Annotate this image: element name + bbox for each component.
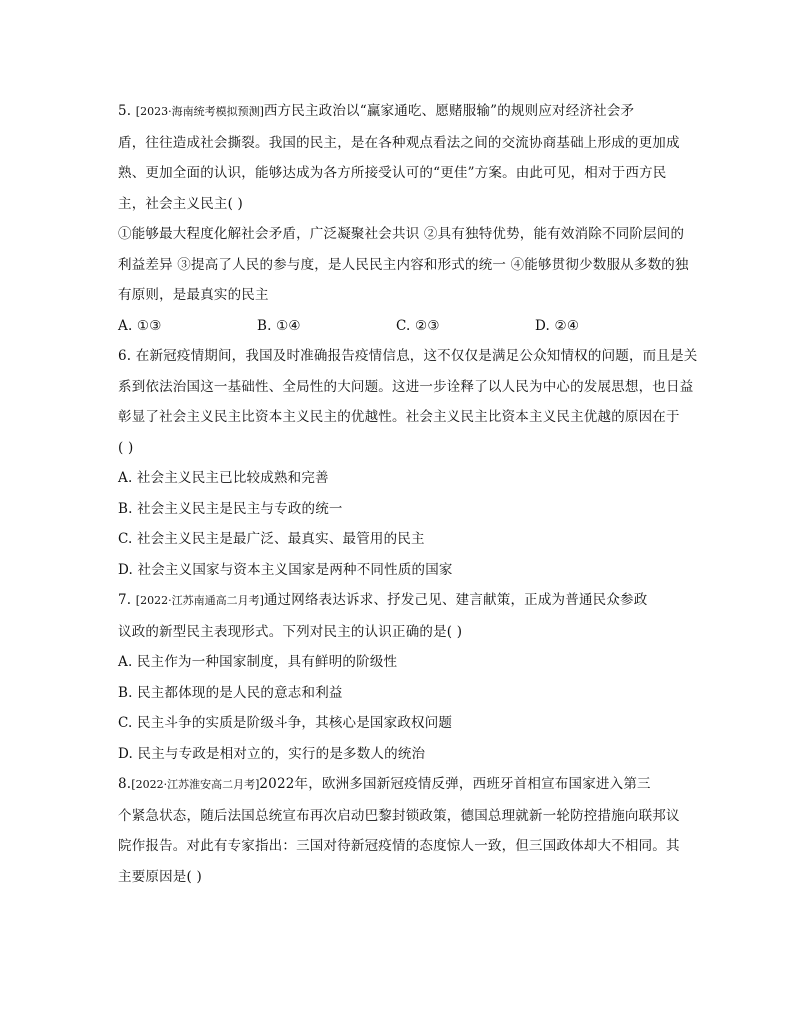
question-text: 主要原因是( ) xyxy=(118,868,202,885)
question-5-line-1 xyxy=(118,96,678,128)
question-7 xyxy=(118,585,678,769)
option-c[interactable]: C. 民主斗争的实质是阶级斗争，其核心是国家政权问题 xyxy=(118,715,453,731)
option-a[interactable]: A. 社会主义民主已比较成熟和完善 xyxy=(118,470,329,486)
option-d[interactable]: D. 民主与专政是相对立的，实行的是多数人的统治 xyxy=(118,745,426,762)
statement-text: ①能够最大程度化解社会矛盾，广泛凝聚社会共识 ②具有独特优势，能有效消除不同阶层间的 xyxy=(118,226,685,242)
question-text: 6. 在新冠疫情期间，我国及时准确报告疫情信息，这不仅仅是满足公众知情权的问题，而且是关 xyxy=(118,348,698,364)
question-8-line-1 xyxy=(118,769,678,801)
question-source: [2022·江苏南通高二月考] xyxy=(135,594,264,607)
answer-options xyxy=(118,311,678,342)
statement-text: 有原则，是最真实的民主 xyxy=(118,287,269,303)
question-text: 院作报告。对此有专家指出：三国对待新冠疫情的态度惊人一致，但三国政体却大不相同。其 xyxy=(118,838,680,854)
question-number: 7. xyxy=(118,592,132,608)
question-source: [2022·江苏淮安高二月考] xyxy=(131,778,260,791)
option-b[interactable]: B. ①④ xyxy=(257,317,301,334)
option-c[interactable]: C. 社会主义民主是最广泛、最真实、最管用的民主 xyxy=(118,531,425,547)
question-text: 盾，往往造成社会撕裂。我国的民主，是在各种观点看法之间的交流协商基础上形成的更加成 xyxy=(118,134,680,151)
question-8 xyxy=(118,769,678,892)
question-source: [2023·海南统考模拟预测] xyxy=(135,105,264,118)
option-b[interactable]: B. 民主都体现的是人民的意志和利益 xyxy=(118,684,343,701)
question-text: 个紧急状态，随后法国总统宣布再次启动巴黎封锁政策，德国总理就新一轮防控措施向联邦议 xyxy=(118,807,680,824)
question-number: 5. xyxy=(118,103,132,119)
question-6 xyxy=(118,341,698,585)
question-text: 主，社会主义民主( ) xyxy=(118,195,244,212)
option-d[interactable]: D. ②④ xyxy=(535,317,580,334)
question-text: 通过网络表达诉求、抒发己见、建言献策，正成为普通民众参政 xyxy=(263,592,648,608)
option-b[interactable]: B. 社会主义民主是民主与专政的统一 xyxy=(118,500,343,517)
option-a[interactable]: A. 民主作为一种国家制度，具有鲜明的阶级性 xyxy=(118,654,398,670)
question-text: 彰显了社会主义民主比资本主义民主的优越性。社会主义民主比资本主义民主优越的原因在于 xyxy=(118,409,680,425)
question-text: 系到依法治国这一基础性、全局性的大问题。这进一步诠释了以人民为中心的发展思想，也日益 xyxy=(118,378,694,395)
question-text: 2022年，欧洲多国新冠疫情反弹，西班牙首相宣布国家进入第三 xyxy=(259,776,651,792)
statement-text: 利益差异 ③提高了人民的参与度，是人民民主内容和形式的统一 ④能够贯彻少数服从多数的独 xyxy=(118,256,689,273)
option-d[interactable]: D. 社会主义国家与资本主义国家是两种不同性质的国家 xyxy=(118,561,453,578)
exam-page xyxy=(118,96,698,892)
question-5 xyxy=(118,96,689,341)
option-c[interactable]: C. ②③ xyxy=(396,317,440,334)
question-7-line-1 xyxy=(118,585,678,617)
question-text: 熟、更加全面的认识，能够达成为各方所接受认可的“更佳”方案。由此可见，相对于西方民 xyxy=(118,165,667,181)
question-text: ( ) xyxy=(118,439,134,456)
question-number: 8. xyxy=(118,776,132,792)
question-text: 议政的新型民主表现形式。下列对民主的认识正确的是( ) xyxy=(118,623,463,640)
question-text: 西方民主政治以“赢家通吃、愿赌服输”的规则应对经济社会矛 xyxy=(263,103,635,119)
option-a[interactable]: A. ①③ xyxy=(118,317,162,334)
